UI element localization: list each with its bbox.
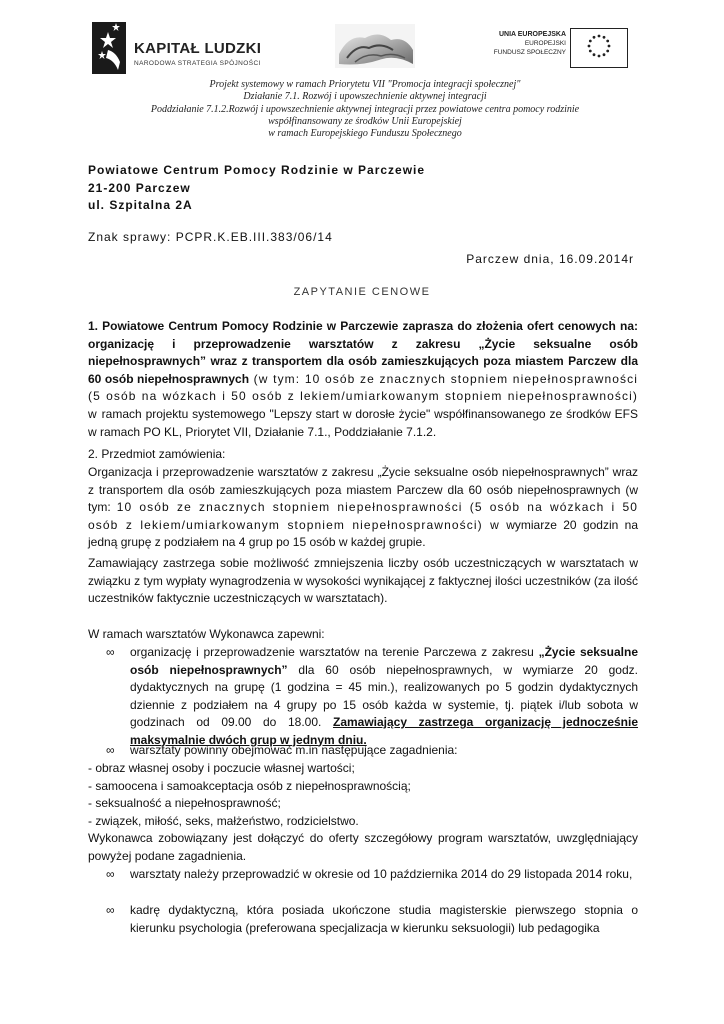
project-line: Poddziałanie 7.1.2.Rozwój i upowszechnienie aktywnej integracji przez powiatowe centra pomocy rodzinie (150, 103, 580, 115)
eu-subtitle-1: EUROPEJSKI (524, 40, 566, 47)
topic-item: - seksualność a niepełnosprawność; (88, 796, 281, 810)
address-line-2: 21-200 Parczew (88, 181, 191, 195)
section-1-spaced: (w tym: 10 osób ze znacznych stopniem niepełnosprawności (5 osób na wózkach i 50 osób z lekiem/umiarkowanym stopniem niepełnosprawności) w (88, 371, 638, 421)
reservation-paragraph: Zamawiający zastrzega sobie możliwość zmniejszenia liczby osób uczestniczących w warsztatach w związku z tym wypłaty wynagrodzenia w wysokości wynikającej z faktycznej ilości uczestników (za ilość uczestników faktycznie uczestniczących w warsztatach). (88, 556, 638, 606)
list-item (88, 742, 638, 760)
infinity-bullet-icon: ∞ (106, 903, 115, 917)
section-2-text-b: wymiarze 20 godzin na jedną grupę z podziałem na 4 grup po 15 osób w każdej grupie. (88, 517, 638, 550)
bullet-1-underlined: Zamawiający zastrzega organizację jednocześnie maksymalnie dwóch grup w jednym dniu. (130, 715, 639, 747)
bullet-3-text: warsztaty należy przeprowadzić w okresie od 10 października 2014 do 29 listopada 2014 roku, (130, 867, 633, 881)
project-description (100, 79, 630, 140)
bullet-1-text-cont: dla 60 osób niepełnosprawnych, w wymiarze 20 godz. dydaktycznych na grupę (1 godzina = 45 min.), realizowanych po 5 godzin dydaktycznych dziennie z podziałem na 4 grupy po 15 osób każda w systemie, tj. piątek i/lub sobota w godzinach od 09.00 do 18.00. (130, 662, 638, 729)
list-item (88, 644, 638, 749)
project-line: współfinansowany ze środków Unii Europejskiej (268, 115, 462, 127)
list-item (88, 902, 638, 937)
topic-item: - związek, miłość, seks, małżeństwo, rodzicielstwo. (88, 814, 359, 828)
eu-logo (470, 28, 630, 68)
section-1-paragraph (88, 318, 638, 441)
bullet-1-bold: „Życie seksualne osób niepełnosprawnych” (130, 645, 638, 677)
document-title: ZAPYTANIE CENOWE (293, 286, 431, 298)
bullet-1-text: organizację i przeprowadzenie warsztatów na terenie Parczewa z zakresu (130, 645, 539, 659)
bullet-2-text: warsztaty powinny obejmować m.in następujące zagadnienia: (130, 743, 458, 757)
infinity-bullet-icon: ∞ (106, 867, 115, 881)
section-2-paragraph (88, 464, 638, 552)
project-line: Projekt systemowy w ramach Priorytetu VII "Promocja integracji społecznej" (209, 79, 521, 90)
section-2-text-a: Organizacja i przeprowadzenie warsztatów z zakresu „Życie seksualne osób niepełnosprawnych” wraz z transportem dla osób zamieszkujących poza miastem Parczew dla 60 osób niepełnosprawnych (w tym: (88, 465, 638, 515)
logo-subtitle: NARODOWA STRATEGIA SPÓJNOŚCI (134, 60, 261, 67)
contractor-intro: W ramach warsztatów Wykonawca zapewni: (88, 627, 325, 641)
header-hands-image (335, 24, 415, 68)
section-2-heading: 2. Przedmiot zamówienia: (88, 447, 226, 461)
topic-item: - samoocena i samoakceptacja osób z niepełnosprawnością; (88, 779, 411, 793)
infinity-bullet-icon: ∞ (106, 743, 115, 757)
section-1-normal: ramach projektu systemowego "Lepszy start w dorosłe życie" współfinansowanego ze środków EFS w ramach PO KL, Priorytet VII, Działanie 7.1., Poddziałanie 7.1.2. (88, 406, 638, 439)
eu-flag-icon (570, 28, 628, 68)
address-line-3: ul. Szpitalna 2A (88, 198, 193, 212)
eu-title: UNIA EUROPEJSKA (498, 31, 566, 38)
eu-subtitle-2: FUNDUSZ SPOŁECZNY (493, 49, 566, 56)
topic-item: - obraz własnej osoby i poczucie własnej wartości; (88, 761, 355, 775)
bullet-4-text: kadrę dydaktyczną, która posiada ukończone studia magisterskie pierwszego stopnia o kierunku psychologia (preferowana specjalizacja w kierunku seksuologii) lub pedagogika (130, 903, 638, 935)
project-line: Działanie 7.1. Rozwój i upowszechnienie aktywnej integracji (243, 91, 487, 103)
kapital-ludzki-logo (92, 20, 272, 76)
list-item (88, 866, 638, 884)
reference-number: Znak sprawy: PCPR.K.EB.III.383/06/14 (88, 230, 333, 244)
project-line: w ramach Europejskiego Funduszu Społecznego (268, 128, 462, 140)
document-date: Parczew dnia, 16.09.2014r (466, 252, 634, 266)
logo-title: KAPITAŁ LUDZKI (134, 40, 262, 57)
address-line-1: Powiatowe Centrum Pomocy Rodzinie w Parczewie (88, 163, 426, 177)
program-note: Wykonawca zobowiązany jest dołączyć do oferty szczegółowy program warsztatów, uwzględniający powyżej podane zagadnienia. (88, 831, 638, 863)
kapital-ludzki-emblem-icon (92, 20, 130, 76)
section-2-spaced: 10 osób ze znacznych stopniem niepełnosprawności (5 osób na wózkach i 50 osób z lekiem/umiarkowanym stopniem niepełnosprawności) w (88, 500, 638, 532)
section-1-bold: 1. Powiatowe Centrum Pomocy Rodzinie w Parczewie zaprasza do złożenia ofert cenowych na: organizację i przeprowadzenie warsztatów z zakresu „Życie seksualne osób niepełnosprawnych” wraz z transportem dla osób zamieszkujących poza miastem Parczew dla 60 osób niepełnosprawnych (88, 319, 638, 386)
infinity-bullet-icon: ∞ (106, 645, 115, 659)
